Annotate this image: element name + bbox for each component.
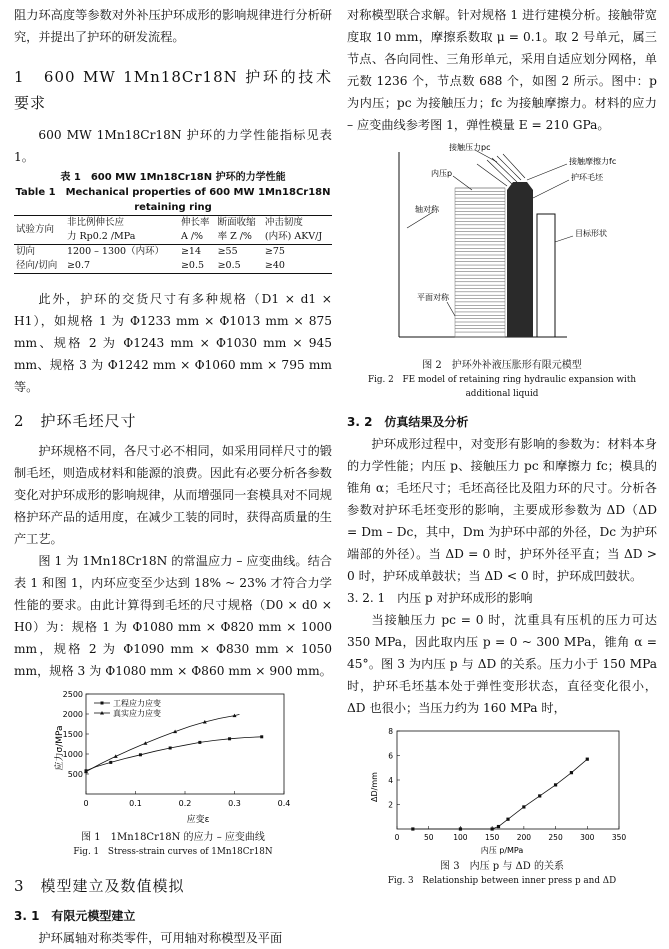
table-1-header: 伸长率 — [180, 217, 210, 228]
fig3-point — [522, 805, 525, 808]
table-cell: ≥40 — [264, 260, 285, 271]
section-2-title: 2 护环毛坯尺寸 — [14, 412, 137, 430]
fig3-y-tick-label: 6 — [388, 751, 393, 761]
fig3-x-tick-label: 150 — [484, 833, 500, 842]
table-cell: ≥0.5 — [217, 260, 241, 271]
blank-mesh — [507, 190, 533, 337]
fig1-x-tick-label: 0.2 — [178, 799, 192, 808]
table-row — [14, 259, 332, 274]
label-plane: 平面对称 — [417, 293, 449, 302]
fig1-x-tick-label: 0.4 — [277, 799, 291, 808]
fig3-y-tick-label: 2 — [388, 800, 393, 810]
label-contact-pressure: 接触压力pc — [449, 143, 491, 152]
table-1-header: A /% — [180, 231, 204, 242]
fig3-point — [497, 825, 500, 828]
table-row — [14, 245, 332, 260]
fig3-x-tick-label: 250 — [548, 833, 563, 842]
fig3-y-axis-label: ΔD/mm — [370, 772, 379, 802]
fig3-plot-frame — [397, 731, 619, 829]
section-2-paragraph-2: 图 1 为 1Mn18Cr18N 的常温应力 – 应变曲线。结合表 1 和图 1，内环应变至少达到 18% ~ 23% 才符合力学性能的要求。由此计算得到毛坯的尺寸规格（D0 × d0 × H0）为：规格 1 为 Φ1080 mm × Φ820 mm × 1000 mm，规格 2 为 Φ1090 mm × Φ830 mm × 1050 mm，规格 3 为 Φ1080 mm × Φ860 mm × 900 mm。 — [14, 554, 332, 678]
fig1-point — [228, 737, 231, 740]
table-cell: 径向/切向 — [16, 260, 58, 271]
table-cell: ≥75 — [264, 246, 285, 257]
fig3-x-tick-label: 350 — [611, 833, 627, 842]
fig3-point — [554, 783, 557, 786]
figure-2-caption-en-2: additional liquid — [465, 389, 539, 399]
section-2-paragraph-1: 护环规格不同，各尺寸必不相同，如采用同样尺寸的锻制毛坯，则造成材料和能源的浪费。因此有必要分析各参数变化对护环成形的影响规律，从而增强同一套模具对不同规格护环产品的适用度，在减少工装的同时，获得高质量的生产工艺。 — [14, 444, 332, 546]
fig3-x-tick-label: 200 — [516, 833, 532, 842]
fig3-y-tick-label: 8 — [388, 727, 393, 736]
fig3-point — [586, 758, 589, 761]
table-cell: 切向 — [16, 246, 36, 257]
fig1-x-axis-label: 应变ε — [186, 815, 210, 825]
table-cell: ≥55 — [217, 246, 238, 257]
fig1-legend-label: 工程应力应变 — [113, 699, 161, 708]
fig3-series-line — [413, 759, 587, 829]
contact-arrows — [477, 154, 525, 186]
table-1-header-direction: 试验方向 — [16, 224, 55, 235]
right-column — [347, 0, 657, 888]
fig1-legend-label: 真实应力应变 — [113, 709, 161, 718]
table-1 — [14, 215, 332, 274]
figure-3-pressure-deltaD-chart — [347, 725, 657, 857]
intro-paragraph: 阻力环高度等参数对外补压护环成形的影响规律进行分析研究，并提出了护环的研发流程。 — [14, 8, 332, 44]
fig3-point — [570, 771, 573, 774]
section-3-title: 3 模型建立及数值模拟 — [14, 877, 185, 895]
table-1-header: (内环) AKV/J — [264, 231, 323, 242]
section-3-2-1-title: 3. 2. 1 内压 p 对护环成形的影响 — [347, 591, 533, 605]
fig1-y-axis-label: 应力σ/MPa — [55, 725, 65, 771]
table-1-title-en-2: retaining ring — [134, 202, 212, 213]
section-3-1-title: 3. 1 有限元模型建立 — [14, 909, 136, 923]
label-axis: 轴对称 — [415, 205, 439, 214]
fig3-y-tick-label: 4 — [388, 776, 393, 785]
fig3-x-tick-label: 100 — [453, 833, 468, 842]
fig1-point — [198, 741, 201, 744]
table-1-header: 冲击韧度 — [264, 217, 303, 228]
fig1-y-tick-label: 2500 — [62, 690, 83, 699]
label-contact-friction: 接触摩擦力fc — [569, 157, 617, 166]
fig1-y-tick-label: 500 — [67, 770, 83, 779]
right-top-paragraph: 对称模型联合求解。针对规格 1 进行建模分析。接触带宽度取 10 mm，摩擦系数取 μ = 0.1。取 2 号单元，属三节点、各向同性、三角形单元，采用自适应划分网格，单元数 1236 个，节点数 688 个，如图 2 所示。图中：p 为内压；pc 为接触压力；fc 为接触摩擦力。材料的应力 – 应变曲线参考图 1，弹性模量 E = 210 GPa。 — [347, 8, 657, 132]
figure-2-caption-en-1: Fig. 2 FE model of retaining ring hydraulic expansion with — [367, 375, 637, 385]
table-cell: ≥14 — [180, 246, 201, 257]
left-column — [14, 0, 332, 949]
figure-1-caption-cn: 图 1 1Mn18Cr18N 的应力 – 应变曲线 — [81, 832, 265, 843]
table-1-title-cn: 表 1 600 MW 1Mn18Cr18N 护环的力学性能 — [60, 172, 286, 183]
fig1-point — [169, 747, 172, 750]
fig1-x-tick-label: 0.1 — [129, 799, 142, 808]
figure-2-caption-cn: 图 2 护环外补液压胀形有限元模型 — [422, 360, 582, 371]
pressure-region — [455, 188, 505, 337]
figure-1-caption-en: Fig. 1 Stress-strain curves of 1Mn18Cr18N — [73, 847, 273, 857]
table-cell: ≥0.5 — [180, 260, 205, 271]
table-1-header: 力 Rp0.2 /MPa — [66, 231, 136, 242]
fig1-y-tick-label: 1500 — [62, 730, 83, 739]
fig3-x-axis-label: 内压 p/MPa — [480, 846, 524, 855]
fig3-point — [411, 827, 414, 830]
fig1-legend-marker — [101, 702, 104, 705]
table-cell: 1200 – 1300（内环） — [66, 246, 165, 257]
fig3-x-tick-label: 0 — [394, 833, 400, 842]
figure-2-fe-model — [347, 142, 657, 352]
label-inner-pressure: 内压p — [431, 169, 453, 178]
section-3-2-title: 3. 2 仿真结果及分析 — [347, 415, 469, 429]
section-3-2-paragraph: 护环成形过程中，对变形有影响的参数为：材料本身的力学性能；内压 p、接触压力 pc 和摩擦力 fc；模具的锥角 α；毛坯尺寸；毛坯高径比及阻力环的尺寸。分析各参数对护环毛坯变形的影响，主要成形参数为 ΔD（ΔD = Dm – Dc，其中，Dm 为护环中部的外径，Dc 为护环端部的外径）。当 ΔD = 0 时，护环外径平直；当 ΔD > 0 时，护环成单鼓状；当 ΔD < 0 时，护环成凹鼓状。 — [347, 437, 657, 583]
section-3-2-1-paragraph: 当接触压力 pc = 0 时，沈重具有压机的压力可达 350 MPa，因此取内压 p = 0 ~ 300 MPa，锥角 α = 45°。图 3 为内压 p 与 ΔD 的关系。压力小于 150 MPa 时，护环毛坯基本处于弹性变形状态，直径变化很小，ΔD 也很小；当压力约为 160 MPa 时， — [347, 613, 657, 715]
table-cell: ≥0.7 — [66, 260, 91, 271]
fig1-point — [139, 753, 142, 756]
section-1-paragraph: 600 MW 1Mn18Cr18N 护环的力学性能指标见表 1。 — [14, 128, 332, 164]
section-1-title: 1 600 MW 1Mn18Cr18N 护环的技术要求 — [14, 68, 332, 112]
fig1-y-tick-label: 2000 — [62, 710, 83, 719]
label-target: 目标形状 — [575, 229, 607, 238]
fig3-point — [491, 827, 494, 830]
table-1-header: 断面收缩 — [217, 217, 256, 228]
fig1-point — [260, 735, 263, 738]
fig1-series-line — [86, 737, 262, 771]
table-1-title-en-1: Table 1 Mechanical properties of 600 MW 1Mn18Cr18N — [15, 187, 331, 198]
table-1-header: 非比例伸长应 — [66, 217, 124, 228]
inner-pressure-hatching — [455, 188, 505, 337]
fig3-point — [538, 794, 541, 797]
figure-1-stress-strain-chart — [14, 686, 332, 826]
fig1-x-tick-label: 0.3 — [228, 799, 241, 808]
target-shape — [537, 214, 555, 337]
fig3-x-tick-label: 50 — [423, 833, 434, 842]
figure-3-caption-en: Fig. 3 Relationship between inner press p and ΔD — [387, 876, 617, 886]
table-1-header: 率 Z /% — [217, 231, 252, 242]
fig3-x-tick-label: 300 — [580, 833, 595, 842]
figure-3-caption-cn: 图 3 内压 p 与 ΔD 的关系 — [440, 861, 564, 872]
section-3-1-paragraph: 护环属轴对称类零件，可用轴对称模型及平面 — [38, 931, 283, 945]
fig1-x-tick-label: 0 — [83, 799, 89, 808]
label-blank: 护环毛坯 — [571, 173, 603, 182]
fig3-point — [506, 818, 509, 821]
fig1-point — [109, 761, 112, 764]
fig3-point — [459, 827, 462, 830]
fig1-y-tick-label: 1000 — [62, 750, 83, 759]
sizes-paragraph: 此外，护环的交货尺寸有多种规格（D1 × d1 × H1），如规格 1 为 Φ1233 mm × Φ1013 mm × 875 mm、规格 2 为 Φ1243 mm × Φ1030 mm × 945 mm、规格 3 为 Φ1242 mm × Φ1060 mm × 795 mm 等。 — [14, 292, 332, 394]
